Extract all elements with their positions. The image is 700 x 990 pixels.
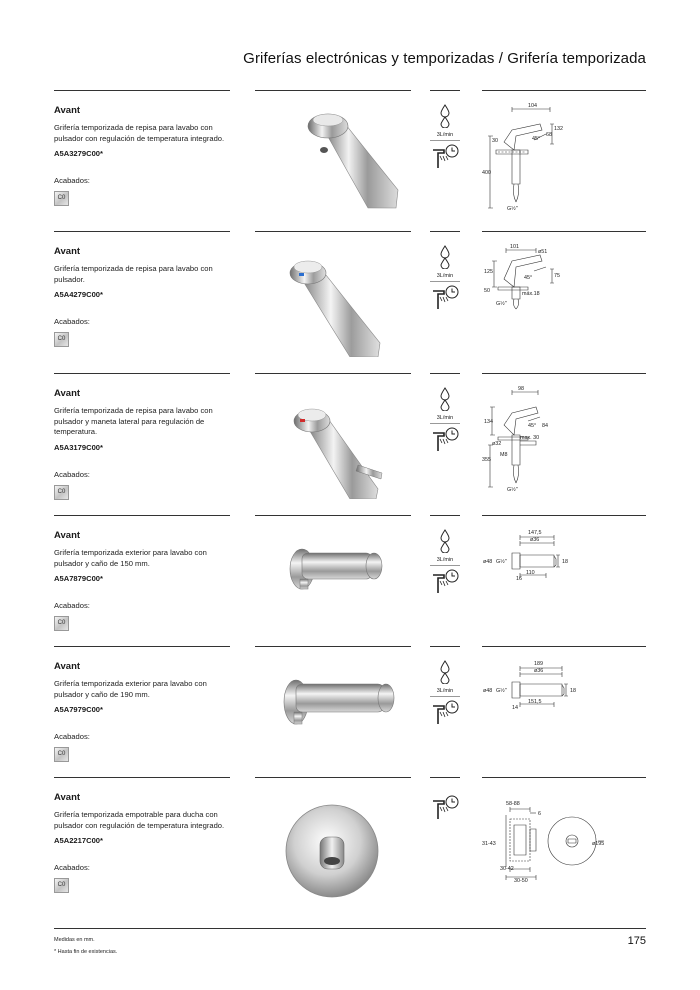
feature-icons (430, 245, 460, 314)
divider (430, 90, 460, 91)
divider (430, 373, 460, 374)
flow-rate (430, 104, 460, 141)
product-row (0, 373, 700, 505)
dimension-label: G½" (496, 688, 507, 694)
divider (54, 777, 230, 778)
divider (482, 373, 646, 374)
water-drop-icon (440, 104, 450, 128)
dimension-label: 30-50 (514, 878, 528, 884)
product-description: Grifería temporizada empotrable para ducha con pulsador con regulación de temperatura integrado. (54, 810, 225, 830)
divider (255, 515, 411, 516)
finish-label: Acabados: (54, 601, 90, 611)
feature-icons (430, 529, 460, 598)
product-description: Grifería temporizada de repisa para lavabo con pulsador. (54, 264, 213, 284)
product-row (0, 515, 700, 647)
finish-swatch-chrome[interactable]: C0 (54, 332, 69, 347)
product-description: Grifería temporizada de repisa para lavabo con pulsador y maneta lateral para regulación de temperatura. (54, 406, 213, 437)
divider (482, 231, 646, 232)
technical-drawing (476, 98, 646, 216)
product-code: A5A3179C00* (54, 442, 103, 452)
dimension-label: ø36 (530, 537, 540, 543)
timer-tap-icon (430, 795, 460, 819)
dimension-label: 151,5 (528, 699, 542, 705)
dimension-label: 75 (554, 273, 560, 279)
product-photo (270, 523, 410, 641)
dimension-label: ø48 (483, 688, 493, 694)
product-info (54, 792, 234, 893)
timer-tap-icon (430, 427, 460, 451)
flow-rate (430, 660, 460, 697)
dimension-label: ø195 (592, 841, 605, 847)
product-photo (270, 654, 410, 772)
dimension-label: G½" (496, 559, 507, 565)
dimension-label: 68 (546, 132, 552, 138)
dimension-label: máx.18 (522, 291, 540, 297)
technical-drawing (476, 654, 646, 772)
product-description: Grifería temporizada exterior para lavabo con pulsador y caño de 190 mm. (54, 679, 207, 699)
dimension-label: 50 (484, 288, 490, 294)
finish-swatch-chrome[interactable]: C0 (54, 191, 69, 206)
flow-rate (430, 387, 460, 424)
divider (255, 373, 411, 374)
dimension-label: 45° (524, 275, 533, 281)
divider (255, 777, 411, 778)
flow-rate (430, 245, 460, 282)
dimension-label: ø48 (483, 559, 493, 565)
technical-drawing (476, 381, 646, 499)
finish-label: Acabados: (54, 732, 90, 742)
flow-rate-label: 3L/min (436, 273, 454, 279)
footer-divider (54, 928, 646, 929)
dimension-label: 6 (538, 811, 541, 817)
dimension-label: 45° (532, 136, 541, 142)
dimension-label: 31-43 (482, 841, 496, 847)
divider (482, 646, 646, 647)
dimension-label: G½" (507, 206, 518, 212)
product-photo (270, 98, 410, 216)
product-name: Avant (54, 388, 81, 399)
dimension-label: 45° (528, 423, 537, 429)
flow-rate-label: 3L/min (436, 557, 454, 563)
product-row (0, 231, 700, 363)
feature-icons (430, 660, 460, 729)
dimension-label: 18 (562, 559, 568, 565)
dimension-label: 14 (512, 705, 518, 711)
dimension-label: 132 (554, 126, 563, 132)
flow-rate-label: 3L/min (436, 132, 454, 138)
product-row (0, 777, 700, 909)
finish-label: Acabados: (54, 317, 90, 327)
footer-note: * Hasta fin de existencias. (54, 949, 118, 955)
divider (54, 646, 230, 647)
water-drop-icon (440, 660, 450, 684)
divider (255, 646, 411, 647)
finish-label: Acabados: (54, 176, 90, 186)
dimension-label: 16 (516, 576, 522, 582)
divider (430, 646, 460, 647)
dimension-label: 110 (526, 570, 535, 576)
product-name: Avant (54, 530, 81, 541)
dimension-label: M8 (500, 452, 508, 458)
dimension-label: 101 (510, 244, 519, 250)
product-name: Avant (54, 246, 81, 257)
finish-swatch-chrome[interactable]: C0 (54, 485, 69, 500)
product-photo (270, 785, 410, 903)
product-code: A5A7979C00* (54, 705, 103, 715)
product-info (54, 530, 234, 631)
water-drop-icon (440, 529, 450, 553)
dimension-label: 58-88 (506, 801, 520, 807)
product-code: A5A4279C00* (54, 290, 103, 300)
product-row (0, 90, 700, 222)
timer-tap-icon (430, 285, 460, 309)
divider (54, 373, 230, 374)
finish-swatch-chrome[interactable]: C0 (54, 616, 69, 631)
page-title: Griferías electrónicas y temporizadas / Grifería temporizada (243, 50, 646, 67)
product-name: Avant (54, 661, 81, 672)
product-name: Avant (54, 105, 81, 116)
dimension-label: 98 (518, 386, 524, 392)
dimension-label: 18 (570, 688, 576, 694)
timer-tap-icon (430, 144, 460, 168)
timer-tap-icon (430, 569, 460, 593)
product-row (0, 646, 700, 778)
product-info (54, 661, 234, 762)
divider (54, 90, 230, 91)
finish-swatch-chrome[interactable]: C0 (54, 747, 69, 762)
divider (54, 515, 230, 516)
divider (482, 777, 646, 778)
flow-rate-label: 3L/min (436, 415, 454, 421)
technical-drawing (476, 239, 646, 357)
finish-label: Acabados: (54, 863, 90, 873)
dimension-label: 355 (482, 457, 491, 463)
dimension-label: 84 (542, 423, 548, 429)
flow-rate (430, 529, 460, 566)
product-info (54, 105, 234, 206)
divider (482, 90, 646, 91)
product-code: A5A2217C00* (54, 836, 103, 846)
divider (430, 777, 460, 778)
product-description: Grifería temporizada de repisa para lavabo con pulsador con regulación de temperatura integrado. (54, 123, 225, 143)
technical-drawing (476, 785, 646, 903)
feature-icons (430, 104, 460, 173)
dimension-label: G½" (496, 301, 507, 307)
footer-note: Medidas en mm. (54, 937, 95, 943)
divider (54, 231, 230, 232)
product-name: Avant (54, 792, 81, 803)
divider (430, 231, 460, 232)
feature-icons (430, 387, 460, 456)
dimension-label: 189 (534, 661, 543, 667)
dimension-label: 147,5 (528, 530, 542, 536)
dimension-label: max. 30 (520, 435, 540, 441)
product-photo (270, 239, 410, 357)
dimension-label: G½" (507, 487, 518, 493)
dimension-label: 104 (528, 103, 537, 109)
divider (430, 515, 460, 516)
divider (482, 515, 646, 516)
dimension-label: 400 (482, 170, 491, 176)
dimension-label: 30 (492, 138, 498, 144)
dimension-label: 30-42 (500, 866, 514, 872)
page-number: 175 (627, 935, 646, 947)
dimension-label: 134 (484, 419, 493, 425)
product-code: A5A3279C00* (54, 149, 103, 159)
product-photo (270, 381, 410, 499)
product-description: Grifería temporizada exterior para lavabo con pulsador y caño de 150 mm. (54, 548, 207, 568)
finish-label: Acabados: (54, 469, 90, 479)
timer-tap-icon (430, 700, 460, 724)
feature-icons (430, 791, 460, 824)
finish-swatch-chrome[interactable]: C0 (54, 878, 69, 893)
dimension-label: ø32 (492, 441, 502, 447)
dimension-label: 125 (484, 269, 493, 275)
divider (255, 231, 411, 232)
water-drop-icon (440, 245, 450, 269)
water-drop-icon (440, 387, 450, 411)
product-code: A5A7879C00* (54, 574, 103, 584)
flow-rate-label: 3L/min (436, 688, 454, 694)
product-info (54, 388, 234, 500)
dimension-label: ø36 (534, 668, 544, 674)
divider (255, 90, 411, 91)
product-info (54, 246, 234, 347)
technical-drawing (476, 523, 646, 641)
dimension-label: ø51 (538, 249, 548, 255)
